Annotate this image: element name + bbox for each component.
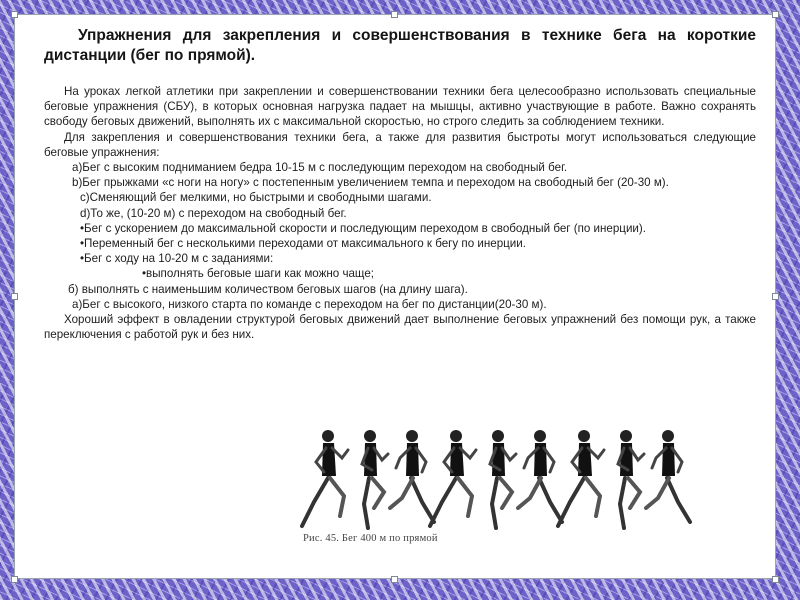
runner-frame (490, 430, 516, 528)
sub-bullet-stride: б) выполнять с наименьшим количеством беговых шагов (на длину шага). (68, 282, 468, 296)
paragraph-conclusion: Хороший эффект в овладении структурой беговых движений дает выполнение беговых упражнений без помощи рук, а также переключения с работой рук и без них. (44, 313, 756, 342)
exercise-d: d)То же, (10-20 м) с переходом на свободный бег. (80, 206, 347, 220)
runner-frame (302, 430, 348, 526)
runner-frame (390, 430, 434, 522)
bullet-acceleration: •Бег с ускорением до максимальной скорости и последующим переходом в свободный бег (по инерции). (80, 221, 646, 235)
runner-frame (618, 430, 644, 528)
runner-frame (430, 430, 476, 526)
runner-frame (646, 430, 690, 522)
exercise-c: c)Сменяющий бег мелкими, но быстрыми и свободными шагами. (80, 191, 432, 205)
resize-handle-middle-right[interactable] (772, 293, 779, 300)
slide-body-text (44, 84, 756, 342)
figure-caption: Рис. 45. Бег 400 м по прямой (303, 533, 438, 544)
exercise-start: a)Бег с высокого, низкого старта по команде с переходом на бег по дистанции(20-30 м). (72, 297, 547, 311)
paragraph-lead: Для закрепления и совершенствования техники бега, а также для развития быстроты могут использоваться следующие беговые упражнения: (44, 130, 756, 159)
resize-handle-top-right[interactable] (772, 11, 779, 18)
sub-bullet-frequency: •выполнять беговые шаги как можно чаще; (142, 267, 375, 281)
resize-handle-top-center[interactable] (391, 11, 398, 18)
bullet-variable-run: •Переменный бег с несколькими переходами от максимального к бегу по инерции. (80, 237, 526, 251)
runner-frame (362, 430, 388, 528)
bullet-run-with-tasks: •Бег с ходу на 10-20 м с заданиями: (80, 252, 274, 266)
resize-handle-top-left[interactable] (11, 11, 18, 18)
paragraph-intro: На уроках легкой атлетики при закреплении и совершенствовании техники бега целесообразно использовать специальные беговые упражнения (СБУ), в которых основная нагрузка падает на мышцы, активно участвующие в работе. Важно сохранять свободу беговых движений, выполнять их с максимальной скоростью, но строго следить за соблюдением техники. (44, 85, 756, 129)
resize-handle-bottom-center[interactable] (391, 576, 398, 583)
resize-handle-bottom-right[interactable] (772, 576, 779, 583)
exercise-b: b)Бег прыжками «с ноги на ногу» с постепенным увеличением темпа и переходом на свободный бег (20-30 м). (72, 176, 669, 190)
runner-frame (518, 430, 562, 522)
exercise-a: a)Бег с высоким подниманием бедра 10-15 м с последующим переходом на свободный бег. (72, 161, 568, 175)
runner-frame (558, 430, 604, 526)
resize-handle-middle-left[interactable] (11, 293, 18, 300)
slide-title: Упражнения для закрепления и совершенствования в технике бега на короткие дистанции (бег по прямой). (44, 27, 756, 64)
resize-handle-bottom-left[interactable] (11, 576, 18, 583)
